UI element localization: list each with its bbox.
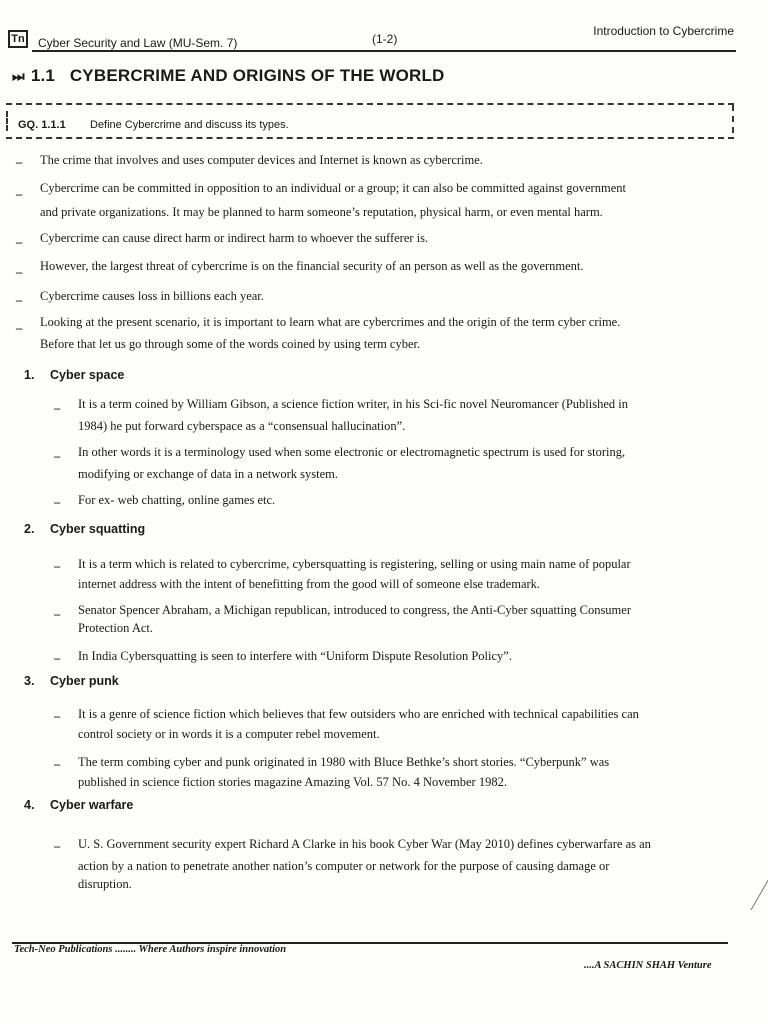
topic-heading: 3. Cyber punk (24, 674, 119, 688)
topic-line: Senator Spencer Abraham, a Michigan republican, introduced to congress, the Anti-Cyber squatting Consumer (78, 603, 631, 617)
footer-publisher: Tech-Neo Publications ........ Where Authors inspire innovation (14, 944, 287, 955)
page-header (8, 24, 736, 52)
intro-line: The crime that involves and uses computer devices and Internet is known as cybercrime. (40, 153, 483, 167)
intro-line: However, the largest threat of cybercrime is on the financial security of an person as well as the government. (40, 259, 584, 273)
topic-line: In other words it is a terminology used when some electronic or electromagnetic spectrum is used for storing, (78, 445, 626, 459)
section-title: CYBERCRIME AND ORIGINS OF THE WORLD (69, 66, 445, 85)
section-heading (12, 66, 445, 86)
topic-line: internet address with the intent of benefitting from the good will of someone else trademark. (78, 577, 541, 591)
footer-venture: ....A SACHIN SHAH Venture (584, 960, 712, 971)
intro-line: Cybercrime can cause direct harm or indirect harm to whoever the sufferer is. (40, 231, 429, 245)
question-text: Define Cybercrime and discuss its types. (90, 119, 289, 131)
topic-line: disruption. (78, 877, 132, 891)
topic-line: U. S. Government security expert Richard A Clarke in his book Cyber War (May 2010) defines cyberwarfare as an (78, 837, 651, 851)
intro-line: Cybercrime causes loss in billions each year. (40, 289, 264, 303)
intro-line: Cybercrime can be committed in opposition to an individual or a group; it can also be committed against government (40, 181, 626, 195)
intro-line: and private organizations. It may be planned to harm someone’s reputation, physical harm, or even mental harm. (40, 205, 603, 219)
topic-heading: 4. Cyber warfare (24, 798, 134, 812)
chapter-title: Introduction to Cybercrime (593, 24, 734, 38)
topic-line: It is a term coined by William Gibson, a science fiction writer, in his Sci-fic novel Neuromancer (Published in (78, 397, 629, 411)
topic-line: In India Cybersquatting is seen to interfere with “Uniform Dispute Resolution Policy”. (78, 649, 512, 663)
margin-pen-mark (728, 870, 768, 910)
topic-line: It is a term which is related to cybercrime, cybersquatting is registering, selling or using main name of popular (78, 557, 631, 571)
topic-line: For ex- web chatting, online games etc. (78, 493, 276, 507)
intro-line: Before that let us go through some of the words coined by using term cyber. (40, 337, 421, 351)
book-title: Cyber Security and Law (MU-Sem. 7) (38, 36, 238, 50)
topic-line: The term combing cyber and punk originated in 1980 with Bluce Bethke’s short stories. “Cyberpunk” was (78, 755, 610, 769)
publisher-logo: Tn (8, 30, 28, 48)
header-rule (32, 50, 736, 52)
topic-heading: 1. Cyber space (24, 368, 125, 382)
question-box (6, 103, 734, 139)
topic-line: control society or in words it is a computer rebel movement. (78, 727, 380, 741)
topic-line: 1984) he put forward cyberspace as a “consensual hallucination”. (78, 419, 406, 433)
topic-line: published in science fiction stories magazine Amazing Vol. 57 No. 4 November 1982. (78, 775, 507, 789)
topic-line: action by a nation to penetrate another nation’s computer or network for the purpose of causing damage or (78, 859, 610, 873)
topic-line: Protection Act. (78, 621, 153, 635)
question-number: GQ. 1.1.1 (18, 119, 66, 131)
topic-heading: 2. Cyber squatting (24, 522, 146, 536)
section-number: 1.1 (30, 66, 56, 85)
skip-forward-icon: ⏭ (12, 68, 25, 84)
topic-line: modifying or exchange of data in a network system. (78, 467, 338, 481)
page-number: (1-2) (372, 32, 398, 46)
intro-line: Looking at the present scenario, it is important to learn what are cybercrimes and the origin of the term cyber crime. (40, 315, 621, 329)
topic-line: It is a genre of science fiction which believes that few outsiders who are enriched with technical capabilities can (78, 707, 639, 721)
